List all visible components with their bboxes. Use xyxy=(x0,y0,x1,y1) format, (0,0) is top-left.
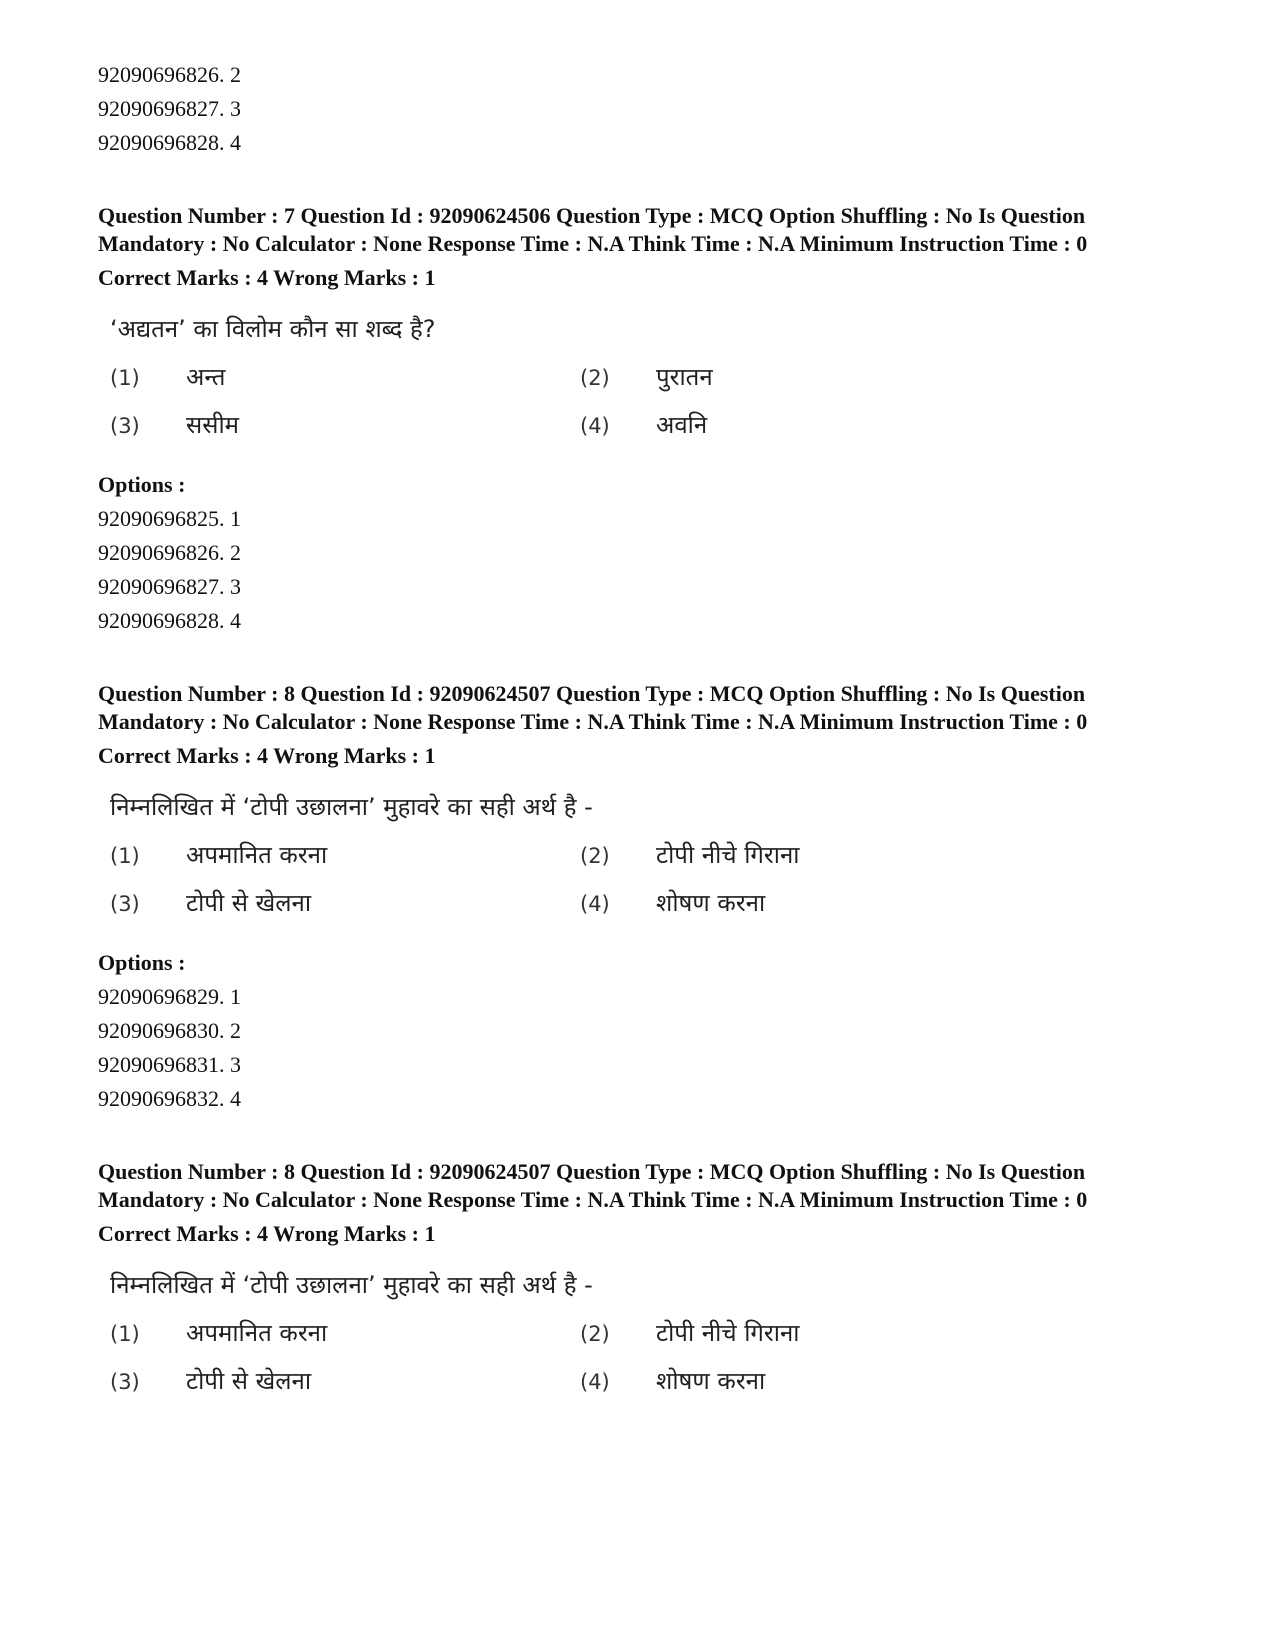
choice-text: टोपी नीचे गिराना xyxy=(656,841,800,869)
choice-text: टोपी से खेलना xyxy=(186,889,312,917)
options-heading: Options : xyxy=(98,472,186,497)
choice-number: (1) xyxy=(110,844,140,868)
document-page xyxy=(98,58,1188,1406)
choice-text: टोपी से खेलना xyxy=(186,1367,312,1395)
choice-number: (4) xyxy=(580,414,610,438)
choice-number: (4) xyxy=(580,1370,610,1394)
option-line: 92090696832. 4 xyxy=(98,1086,241,1111)
option-line: 92090696827. 3 xyxy=(98,574,241,599)
choice-3 xyxy=(110,880,311,926)
option-line: 92090696827. 3 xyxy=(98,96,241,121)
question-block xyxy=(98,1158,1188,1406)
options-heading: Options : xyxy=(98,950,186,975)
choice-text: ससीम xyxy=(186,411,240,439)
option-line: 92090696826. 2 xyxy=(98,62,241,87)
choice-text: शोषण करना xyxy=(656,889,766,917)
question-meta: Question Number : 7 Question Id : 92090624506 Question Type : MCQ Option Shuffling : No Is Question Mandatory : No Calculator : None Response Time : N.A Think Time : N.A Minimum Instruction Time : 0 xyxy=(98,203,1088,256)
choices-grid xyxy=(110,832,1188,928)
question-stem: निम्नलिखित में ‘टोपी उछालना’ मुहावरे का सही अर्थ है - xyxy=(110,793,593,821)
choice-4 xyxy=(580,880,765,926)
option-line: 92090696831. 3 xyxy=(98,1052,241,1077)
question-meta: Question Number : 8 Question Id : 92090624507 Question Type : MCQ Option Shuffling : No Is Question Mandatory : No Calculator : None Response Time : N.A Think Time : N.A Minimum Instruction Time : 0 xyxy=(98,1159,1088,1212)
question-stem: ‘अद्यतन’ का विलोम कौन सा शब्द है? xyxy=(110,315,436,343)
question-marks: Correct Marks : 4 Wrong Marks : 1 xyxy=(98,1221,436,1246)
choice-4 xyxy=(580,402,707,448)
question-stem: निम्नलिखित में ‘टोपी उछालना’ मुहावरे का सही अर्थ है - xyxy=(110,1271,593,1299)
question-marks: Correct Marks : 4 Wrong Marks : 1 xyxy=(98,743,436,768)
choice-text: शोषण करना xyxy=(656,1367,766,1395)
choice-1 xyxy=(110,354,225,400)
question-image xyxy=(110,784,1188,928)
choice-text: अन्त xyxy=(186,363,226,391)
question-marks: Correct Marks : 4 Wrong Marks : 1 xyxy=(98,265,436,290)
choice-number: (4) xyxy=(580,892,610,916)
choices-grid xyxy=(110,1310,1188,1406)
option-line: 92090696828. 4 xyxy=(98,608,241,633)
choice-number: (2) xyxy=(580,1322,610,1346)
choice-number: (1) xyxy=(110,1322,140,1346)
option-line: 92090696828. 4 xyxy=(98,130,241,155)
choice-1 xyxy=(110,832,327,878)
option-line: 92090696826. 2 xyxy=(98,540,241,565)
choice-number: (2) xyxy=(580,366,610,390)
choice-text: अपमानित करना xyxy=(186,841,328,869)
choice-2 xyxy=(580,1310,800,1356)
previous-options xyxy=(98,58,1188,160)
choice-number: (3) xyxy=(110,414,140,438)
choice-text: टोपी नीचे गिराना xyxy=(656,1319,800,1347)
option-line: 92090696825. 1 xyxy=(98,506,241,531)
option-line: 92090696829. 1 xyxy=(98,984,241,1009)
choice-1 xyxy=(110,1310,327,1356)
choice-3 xyxy=(110,1358,311,1404)
choices-grid xyxy=(110,354,1188,450)
question-image xyxy=(110,1262,1188,1406)
choice-text: अवनि xyxy=(656,411,708,439)
choice-number: (3) xyxy=(110,1370,140,1394)
choice-number: (1) xyxy=(110,366,140,390)
choice-2 xyxy=(580,832,800,878)
option-line: 92090696830. 2 xyxy=(98,1018,241,1043)
choice-number: (2) xyxy=(580,844,610,868)
choice-4 xyxy=(580,1358,765,1404)
question-block xyxy=(98,202,1188,638)
choice-2 xyxy=(580,354,713,400)
choice-number: (3) xyxy=(110,892,140,916)
question-image xyxy=(110,306,1188,450)
question-meta: Question Number : 8 Question Id : 92090624507 Question Type : MCQ Option Shuffling : No Is Question Mandatory : No Calculator : None Response Time : N.A Think Time : N.A Minimum Instruction Time : 0 xyxy=(98,681,1088,734)
choice-text: अपमानित करना xyxy=(186,1319,328,1347)
choice-text: पुरातन xyxy=(656,363,713,391)
choice-3 xyxy=(110,402,239,448)
question-block xyxy=(98,680,1188,1116)
